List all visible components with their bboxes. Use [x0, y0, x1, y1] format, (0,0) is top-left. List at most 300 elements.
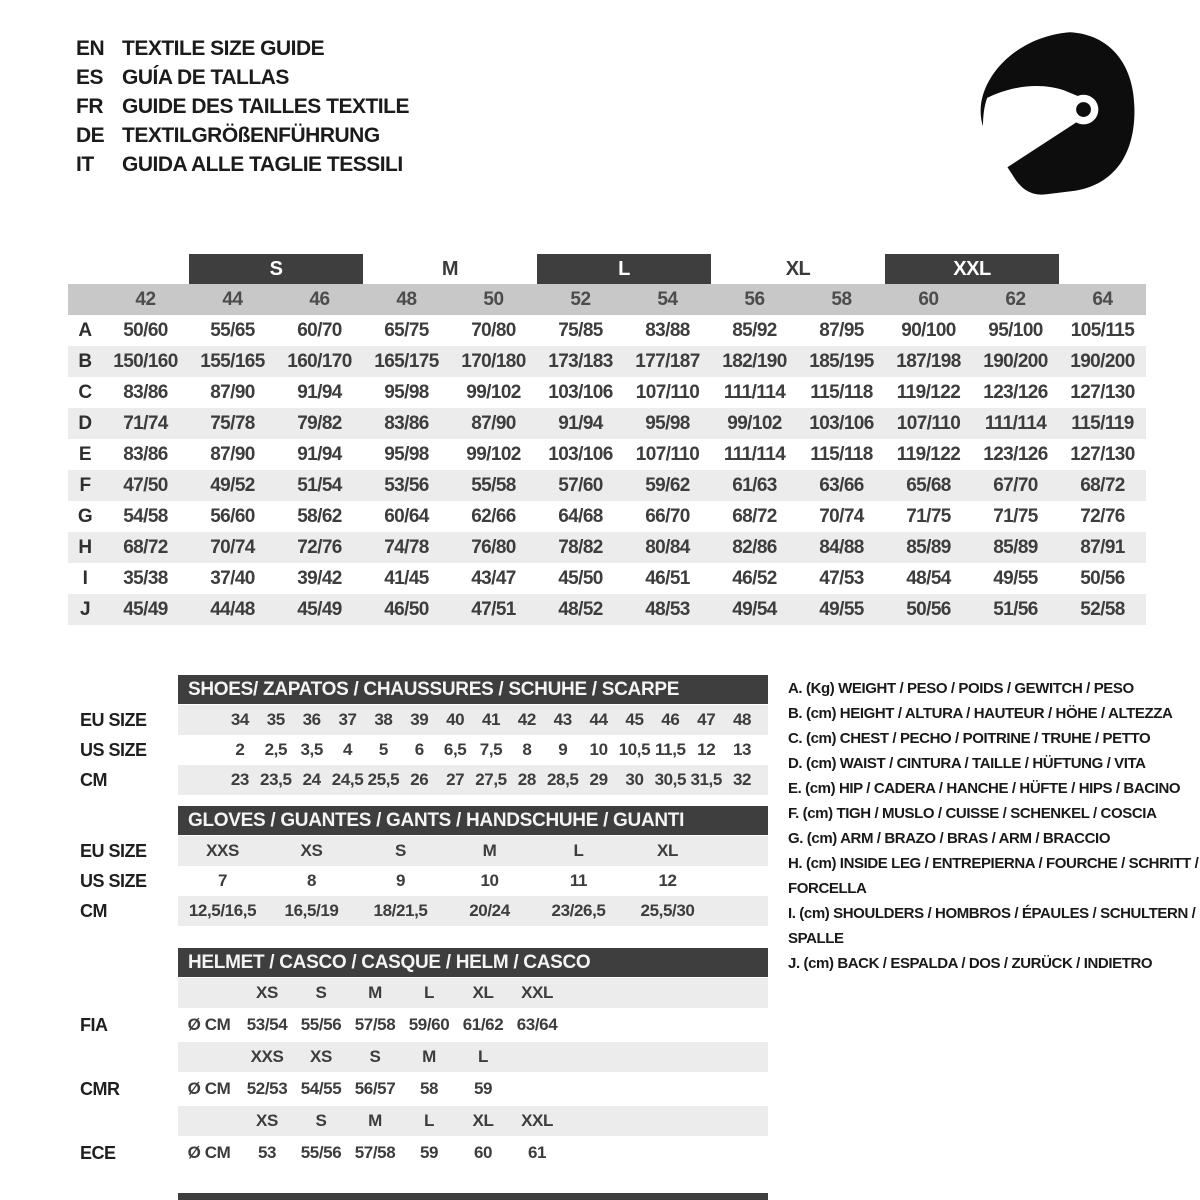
legend-item: C. (cm) CHEST / PECHO / POITRINE / TRUHE / PETTO [788, 730, 1151, 747]
size-group-m: M [441, 257, 459, 280]
apparel-row-f [68, 470, 1146, 501]
cell-value: 51/54 [297, 474, 342, 496]
shoes-row-label-2: CM [80, 769, 107, 790]
size-label: 54 [657, 288, 678, 310]
cell-value: 103/106 [548, 381, 613, 403]
shoes-value: 28,5 [546, 770, 579, 789]
legend-item: D. (cm) WAIST / CINTURA / TAILLE / HÜFTUNG / VITA [788, 755, 1146, 772]
helmet-size-label: XXL [521, 983, 553, 1002]
cell-value: 68/72 [1080, 474, 1125, 496]
helmet-value: 59 [473, 1079, 493, 1098]
helmet-value: 61 [527, 1143, 547, 1162]
cell-value: 41/45 [384, 567, 429, 589]
shoes-value: 2 [235, 740, 245, 759]
gloves-row-label-2: CM [80, 900, 107, 921]
language-code: IT [76, 152, 94, 176]
cell-value: 103/106 [809, 412, 874, 434]
language-label: TEXTILGRÖßENFÜHRUNG [122, 123, 380, 147]
helmet-size-label: L [424, 1111, 434, 1130]
cell-value: 47/53 [819, 567, 864, 589]
cell-value: 66/70 [645, 505, 690, 527]
gloves-value: 25,5/30 [640, 901, 695, 920]
helmet-size-label: XS [310, 1047, 332, 1066]
cell-value: 53/56 [384, 474, 429, 496]
cell-value: 123/126 [983, 443, 1048, 465]
cell-value: 46/50 [384, 598, 429, 620]
size-label: 50 [483, 288, 504, 310]
shoes-value: 35 [266, 710, 285, 729]
cell-value: 83/88 [645, 319, 690, 341]
helmet-title-bar: HELMET / CASCO / CASQUE / HELM / CASCO [178, 948, 768, 977]
helmet-size-label: XS [256, 1111, 278, 1130]
size-group-s: S [189, 254, 363, 284]
gloves-value: 10 [480, 871, 499, 890]
cell-value: 48/52 [558, 598, 603, 620]
shoes-value: 4 [342, 740, 353, 759]
shoes-value: 23 [230, 770, 249, 789]
shoes-value: 44 [589, 710, 608, 729]
cell-value: 46/51 [645, 567, 690, 589]
cell-value: 87/95 [819, 319, 864, 341]
cell-value: 85/89 [993, 536, 1038, 558]
helmet-size-label: S [369, 1047, 381, 1066]
cell-value: 87/90 [210, 443, 255, 465]
size-group-l: L [537, 254, 711, 284]
cell-value: 182/190 [722, 350, 787, 372]
shoes-value: 26 [410, 770, 429, 789]
cell-value: 52/58 [1080, 598, 1125, 620]
shoes-value: 47 [697, 710, 716, 729]
cell-value: 49/54 [732, 598, 777, 620]
size-label: 56 [744, 288, 765, 310]
cell-value: 91/94 [558, 412, 603, 434]
cell-value: 74/78 [384, 536, 429, 558]
cell-value: 72/76 [1080, 505, 1125, 527]
shoes-value: 29 [589, 770, 608, 789]
cell-value: 56/60 [210, 505, 255, 527]
cell-value: 60/64 [384, 505, 429, 527]
cell-value: 127/130 [1070, 443, 1135, 465]
shoes-value: 7,5 [479, 740, 503, 759]
cell-value: 87/90 [210, 381, 255, 403]
cell-value: 91/94 [297, 381, 342, 403]
cell-value: 190/200 [983, 350, 1048, 372]
cell-value: 185/195 [809, 350, 874, 372]
row-letter: A [78, 319, 92, 341]
cell-value: 64/68 [558, 505, 603, 527]
language-row [76, 150, 409, 179]
helmet-size-label: S [315, 1111, 327, 1130]
size-label: 48 [396, 288, 417, 310]
cell-value: 173/183 [548, 350, 613, 372]
language-label: GUÍA DE TALLAS [122, 65, 289, 89]
cell-value: 72/76 [297, 536, 342, 558]
cell-value: 155/165 [200, 350, 265, 372]
row-letter: D [78, 412, 92, 434]
gloves-title-bar: GLOVES / GUANTES / GANTS / HANDSCHUHE / GUANTI [178, 806, 768, 835]
cell-value: 165/175 [374, 350, 439, 372]
size-label: 52 [570, 288, 591, 310]
cell-value: 79/82 [297, 412, 342, 434]
helmet-size-label: XL [472, 983, 494, 1002]
cell-value: 50/56 [906, 598, 951, 620]
gloves-value: S [395, 841, 406, 860]
gloves-value: 9 [395, 871, 406, 890]
shoes-value: 13 [733, 740, 752, 759]
apparel-row-i [68, 563, 1146, 594]
cell-value: 111/114 [723, 443, 786, 465]
size-group-xl: XL [785, 257, 811, 280]
shoes-value: 8 [522, 740, 532, 759]
size-label: 60 [918, 288, 939, 310]
shoes-value: 30,5 [654, 770, 687, 789]
helmet-value: 60 [473, 1143, 493, 1162]
size-label: 58 [831, 288, 852, 310]
gloves-row-label-1: US SIZE [80, 870, 147, 891]
apparel-rows [68, 315, 1146, 625]
cell-value: 95/98 [384, 443, 429, 465]
cell-value: 71/75 [906, 505, 951, 527]
helmet-value: 57/58 [354, 1015, 396, 1034]
cell-value: 84/88 [819, 536, 864, 558]
apparel-row-b [68, 346, 1146, 377]
cell-value: 99/102 [466, 443, 521, 465]
cell-value: 87/91 [1080, 536, 1125, 558]
cell-value: 50/56 [1080, 567, 1125, 589]
shoes-value: 27 [446, 770, 465, 789]
shoes-value: 31,5 [690, 770, 722, 789]
apparel-row-j [68, 594, 1146, 625]
shoes-value: 48 [733, 710, 752, 729]
cell-value: 70/74 [210, 536, 255, 558]
gloves-value: 12,5/16,5 [188, 901, 257, 920]
size-group-xxl: XXL [885, 254, 1059, 284]
cell-value: 60/70 [297, 319, 342, 341]
cell-value: 107/110 [635, 381, 700, 403]
cell-value: 49/55 [819, 598, 864, 620]
cell-value: 55/65 [210, 319, 255, 341]
apparel-row-c [68, 377, 1146, 408]
helmet-size-label: L [424, 983, 434, 1002]
language-label: GUIDE DES TAILLES TEXTILE [122, 94, 409, 118]
cell-value: 35/38 [123, 567, 168, 589]
gloves-row-label-0: EU SIZE [80, 840, 147, 861]
shoes-value: 45 [625, 710, 644, 729]
cell-value: 57/60 [558, 474, 603, 496]
legend-item: G. (cm) ARM / BRAZO / BRAS / ARM / BRACCIO [788, 830, 1111, 847]
cell-value: 46/52 [732, 567, 777, 589]
size-label: 64 [1092, 288, 1113, 310]
helmet-sizes-0 [178, 978, 768, 1008]
apparel-row-a [68, 315, 1146, 346]
language-code: DE [76, 123, 105, 147]
cell-value: 67/70 [993, 474, 1038, 496]
cell-value: 63/66 [819, 474, 864, 496]
cell-value: 111/114 [984, 412, 1047, 434]
cell-value: 71/74 [123, 412, 168, 434]
row-letter: F [79, 474, 91, 496]
shoes-value: 39 [410, 710, 429, 729]
cell-value: 65/75 [384, 319, 429, 341]
gloves-value: 11 [569, 871, 588, 890]
shoes-value: 46 [661, 710, 680, 729]
cell-value: 170/180 [461, 350, 526, 372]
helmet-unit-label: Ø CM [187, 1143, 231, 1162]
cell-value: 51/56 [993, 598, 1038, 620]
cell-value: 75/78 [210, 412, 255, 434]
helmet-values-2 [178, 1138, 768, 1168]
cell-value: 54/58 [123, 505, 168, 527]
cell-value: 44/48 [210, 598, 255, 620]
cell-value: 119/122 [896, 443, 961, 465]
shoes-value: 12 [697, 740, 716, 759]
row-letter: G [77, 505, 93, 527]
cell-value: 80/84 [645, 536, 690, 558]
helmet-size-label: XS [256, 983, 278, 1002]
cell-value: 70/74 [819, 505, 864, 527]
cell-value: 83/86 [384, 412, 429, 434]
gloves-value: L [573, 841, 584, 860]
shoes-value: 10 [589, 740, 608, 759]
size-label: 42 [135, 288, 156, 310]
helmet-value: 59/60 [408, 1015, 450, 1034]
helmet-value: 54/55 [300, 1079, 342, 1098]
cell-value: 61/63 [732, 474, 777, 496]
helmet-value: 52/53 [246, 1079, 288, 1098]
apparel-row-h [68, 532, 1146, 563]
shoes-value: 43 [553, 710, 572, 729]
gloves-value: 8 [306, 871, 317, 890]
legend-item: E. (cm) HIP / CADERA / HANCHE / HÜFTE / HIPS / BACINO [788, 780, 1181, 797]
language-code: ES [76, 65, 104, 89]
gloves-value: M [482, 841, 497, 860]
helmet-value: 59 [419, 1143, 439, 1162]
cell-value: 115/119 [1071, 412, 1134, 434]
legend-item: J. (cm) BACK / ESPALDA / DOS / ZURÜCK / INDIETRO [788, 955, 1153, 972]
cell-value: 49/52 [210, 474, 255, 496]
shoes-value: 6 [414, 740, 424, 759]
cell-value: 85/92 [732, 319, 777, 341]
cell-value: 91/94 [297, 443, 342, 465]
helmet-value: 55/56 [300, 1143, 342, 1162]
cell-value: 107/110 [896, 412, 961, 434]
helmet-size-label: M [368, 983, 382, 1002]
helmet-value: 57/58 [354, 1143, 396, 1162]
helmet-standard-label-0: FIA [80, 1014, 108, 1035]
gloves-row-1 [178, 866, 768, 896]
helmet-sizes-2 [178, 1106, 768, 1136]
row-letter: H [78, 536, 92, 558]
shoes-value: 42 [517, 710, 536, 729]
helmet-size-label: XXL [521, 1111, 553, 1130]
cell-value: 95/98 [384, 381, 429, 403]
cell-value: 187/198 [896, 350, 961, 372]
helmet-standard-label-1: CMR [80, 1078, 120, 1099]
cell-value: 95/100 [988, 319, 1043, 341]
cell-value: 37/40 [210, 567, 255, 589]
shoes-value: 6,5 [443, 740, 467, 759]
cell-value: 76/80 [471, 536, 516, 558]
cell-value: 115/118 [810, 443, 873, 465]
cell-value: 127/130 [1070, 381, 1135, 403]
row-letter: C [78, 381, 92, 403]
cell-value: 70/80 [471, 319, 516, 341]
cell-value: 62/66 [471, 505, 516, 527]
apparel-row-d [68, 408, 1146, 439]
shoes-value: 2,5 [264, 740, 287, 759]
shoes-value: 24 [302, 770, 321, 789]
language-row [76, 92, 409, 121]
language-row [76, 63, 409, 92]
shoes-value: 10,5 [618, 740, 651, 759]
gloves-row-0 [178, 836, 768, 866]
shoes-value: 27,5 [475, 770, 507, 789]
helmet-standard-label-2: ECE [80, 1142, 116, 1163]
shoes-value: 41 [481, 710, 501, 729]
cell-value: 85/89 [906, 536, 951, 558]
gloves-value: 20/24 [469, 901, 510, 920]
helmet-value: 53/54 [246, 1015, 288, 1034]
helmet-value: 63/64 [516, 1015, 558, 1034]
shoes-value: 30 [625, 770, 644, 789]
shoes-row-2 [178, 765, 768, 795]
helmet-value: 55/56 [300, 1015, 342, 1034]
cell-value: 99/102 [727, 412, 782, 434]
cell-value: 107/110 [635, 443, 700, 465]
shoes-row-0 [178, 705, 768, 735]
size-group-row [68, 254, 1146, 284]
size-label: 46 [309, 288, 330, 310]
cell-value: 50/60 [123, 319, 168, 341]
apparel-row-g [68, 501, 1146, 532]
cell-value: 71/75 [993, 505, 1038, 527]
legend-item: F. (cm) TIGH / MUSLO / CUISSE / SCHENKEL / COSCIA [788, 805, 1157, 822]
helmet-values-0 [178, 1010, 768, 1040]
cell-value: 99/102 [466, 381, 521, 403]
helmet-size-label: M [422, 1047, 436, 1066]
cell-value: 119/122 [896, 381, 961, 403]
cell-value: 82/86 [732, 536, 777, 558]
bottom-partial-bar [178, 1193, 768, 1200]
cell-value: 68/72 [123, 536, 168, 558]
gloves-value: 7 [217, 871, 228, 890]
cell-value: 111/114 [723, 381, 786, 403]
cell-value: 48/54 [906, 567, 951, 589]
language-row [76, 34, 409, 63]
helmet-size-label: XL [472, 1111, 494, 1130]
shoes-value: 23,5 [260, 770, 292, 789]
gloves-value: 18/21,5 [373, 901, 428, 920]
shoes-value: 28 [517, 770, 536, 789]
shoes-value: 3,5 [300, 740, 323, 759]
shoes-value: 32 [733, 770, 752, 789]
row-letter: J [79, 598, 91, 620]
helmet-value: 53 [257, 1143, 277, 1162]
helmet-size-label: L [478, 1047, 488, 1066]
row-letter: B [78, 350, 92, 372]
measurement-legend [788, 676, 1200, 976]
helmet-size-label: S [315, 983, 327, 1002]
gloves-row-2 [178, 896, 768, 926]
cell-value: 83/86 [123, 443, 168, 465]
cell-value: 47/50 [123, 474, 168, 496]
cell-value: 39/42 [297, 567, 342, 589]
shoes-value: 37 [338, 710, 357, 729]
row-letter: I [82, 567, 88, 589]
helmet-unit-label: Ø CM [187, 1079, 231, 1098]
language-label: GUIDA ALLE TAGLIE TESSILI [122, 152, 403, 176]
shoes-row-label-0: EU SIZE [80, 709, 147, 730]
language-label: TEXTILE SIZE GUIDE [122, 36, 325, 60]
helmet-size-label: XXS [250, 1047, 284, 1066]
shoes-value: 11,5 [655, 740, 686, 759]
cell-value: 103/106 [548, 443, 613, 465]
cell-value: 48/53 [645, 598, 690, 620]
shoes-value: 36 [302, 710, 321, 729]
cell-value: 68/72 [732, 505, 777, 527]
cell-value: 177/187 [635, 350, 700, 372]
size-band [68, 284, 1146, 315]
language-code: FR [76, 94, 103, 118]
shoes-value: 9 [558, 740, 568, 759]
shoes-value: 5 [378, 740, 388, 759]
cell-value: 49/55 [993, 567, 1038, 589]
gloves-value: XXS [206, 841, 239, 860]
cell-value: 78/82 [558, 536, 603, 558]
shoes-value: 25,5 [367, 770, 400, 789]
language-code: EN [76, 36, 105, 60]
helmet-values-1 [178, 1074, 768, 1104]
helmet-value: 58 [419, 1079, 439, 1098]
cell-value: 160/170 [287, 350, 352, 372]
gloves-value: 23/26,5 [551, 901, 606, 920]
cell-value: 123/126 [983, 381, 1048, 403]
helmet-value: 61/62 [462, 1015, 504, 1034]
cell-value: 45/50 [558, 567, 603, 589]
cell-value: 105/115 [1070, 319, 1135, 341]
racing-helmet-icon [972, 28, 1140, 208]
gloves-value: XS [300, 841, 323, 860]
size-label: 62 [1005, 288, 1026, 310]
shoes-title-bar: SHOES/ ZAPATOS / CHAUSSURES / SCHUHE / SCARPE [178, 675, 768, 704]
shoes-value: 24,5 [331, 770, 364, 789]
cell-value: 43/47 [471, 567, 516, 589]
shoes-row-label-1: US SIZE [80, 739, 147, 760]
cell-value: 59/62 [645, 474, 690, 496]
legend-item: B. (cm) HEIGHT / ALTURA / HAUTEUR / HÖHE / ALTEZZA [788, 705, 1173, 722]
cell-value: 150/160 [113, 350, 178, 372]
legend-item: A. (Kg) WEIGHT / PESO / POIDS / GEWITCH / PESO [788, 680, 1134, 697]
cell-value: 58/62 [297, 505, 342, 527]
row-letter: E [78, 443, 92, 465]
cell-value: 190/200 [1070, 350, 1135, 372]
legend-item: I. (cm) SHOULDERS / HOMBROS / ÉPAULES / SCHULTERN / SPALLE [788, 905, 1196, 947]
gloves-value: 16,5/19 [284, 901, 339, 920]
gloves-value: 12 [658, 871, 677, 890]
shoes-value: 40 [446, 710, 465, 729]
cell-value: 55/58 [471, 474, 516, 496]
shoes-value: 38 [374, 710, 393, 729]
cell-value: 45/49 [297, 598, 342, 620]
language-list [76, 34, 409, 179]
legend-item: H. (cm) INSIDE LEG / ENTREPIERNA / FOURCHE / SCHRITT / FORCELLA [788, 855, 1199, 897]
cell-value: 45/49 [123, 598, 168, 620]
language-row [76, 121, 409, 150]
cell-value: 75/85 [558, 319, 603, 341]
cell-value: 95/98 [645, 412, 690, 434]
cell-value: 87/90 [471, 412, 516, 434]
helmet-sizes-1 [178, 1042, 768, 1072]
